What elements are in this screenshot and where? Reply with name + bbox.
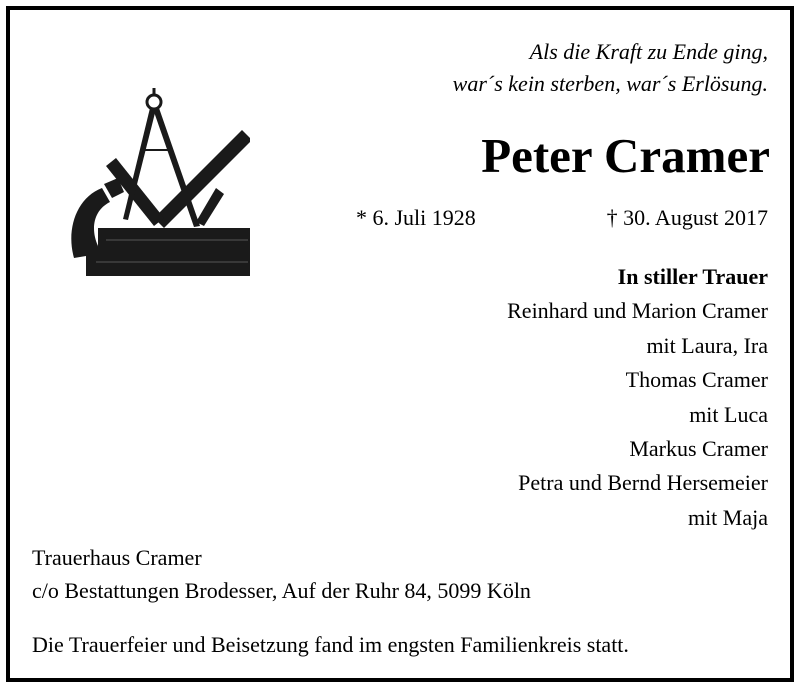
birth-date: * 6. Juli 1928	[356, 205, 476, 230]
mourner-line: mit Laura, Ira	[646, 332, 768, 358]
carpenter-plane-compass-square-icon	[66, 80, 250, 276]
address-line-2: c/o Bestattungen Brodesser, Auf der Ruhr 84, 5099 Köln	[32, 578, 531, 603]
mourner-line: Reinhard und Marion Cramer	[507, 298, 768, 324]
mourning-address	[32, 541, 531, 607]
quote	[453, 36, 768, 100]
quote-line-1: Als die Kraft zu Ende ging,	[529, 39, 768, 64]
mourner-line: mit Luca	[689, 401, 768, 427]
mourner-line: Markus Cramer	[629, 436, 768, 462]
deceased-name: Peter Cramer	[481, 128, 770, 183]
mourner-line: Petra und Bernd Hersemeier	[518, 470, 768, 496]
mourners-heading: In stiller Trauer	[617, 264, 768, 289]
funeral-notice-text: Die Trauerfeier und Beisetzung fand im engsten Familienkreis statt.	[32, 632, 629, 657]
mourner-line: mit Maja	[687, 504, 768, 530]
obituary-notice	[6, 6, 794, 682]
address-line-1: Trauerhaus Cramer	[32, 545, 202, 570]
quote-line-2: war´s kein sterben, war´s Erlösung.	[452, 71, 768, 96]
death-date: † 30. August 2017	[606, 205, 768, 230]
mourners-list	[507, 260, 768, 535]
mourner-line: Thomas Cramer	[625, 367, 768, 393]
